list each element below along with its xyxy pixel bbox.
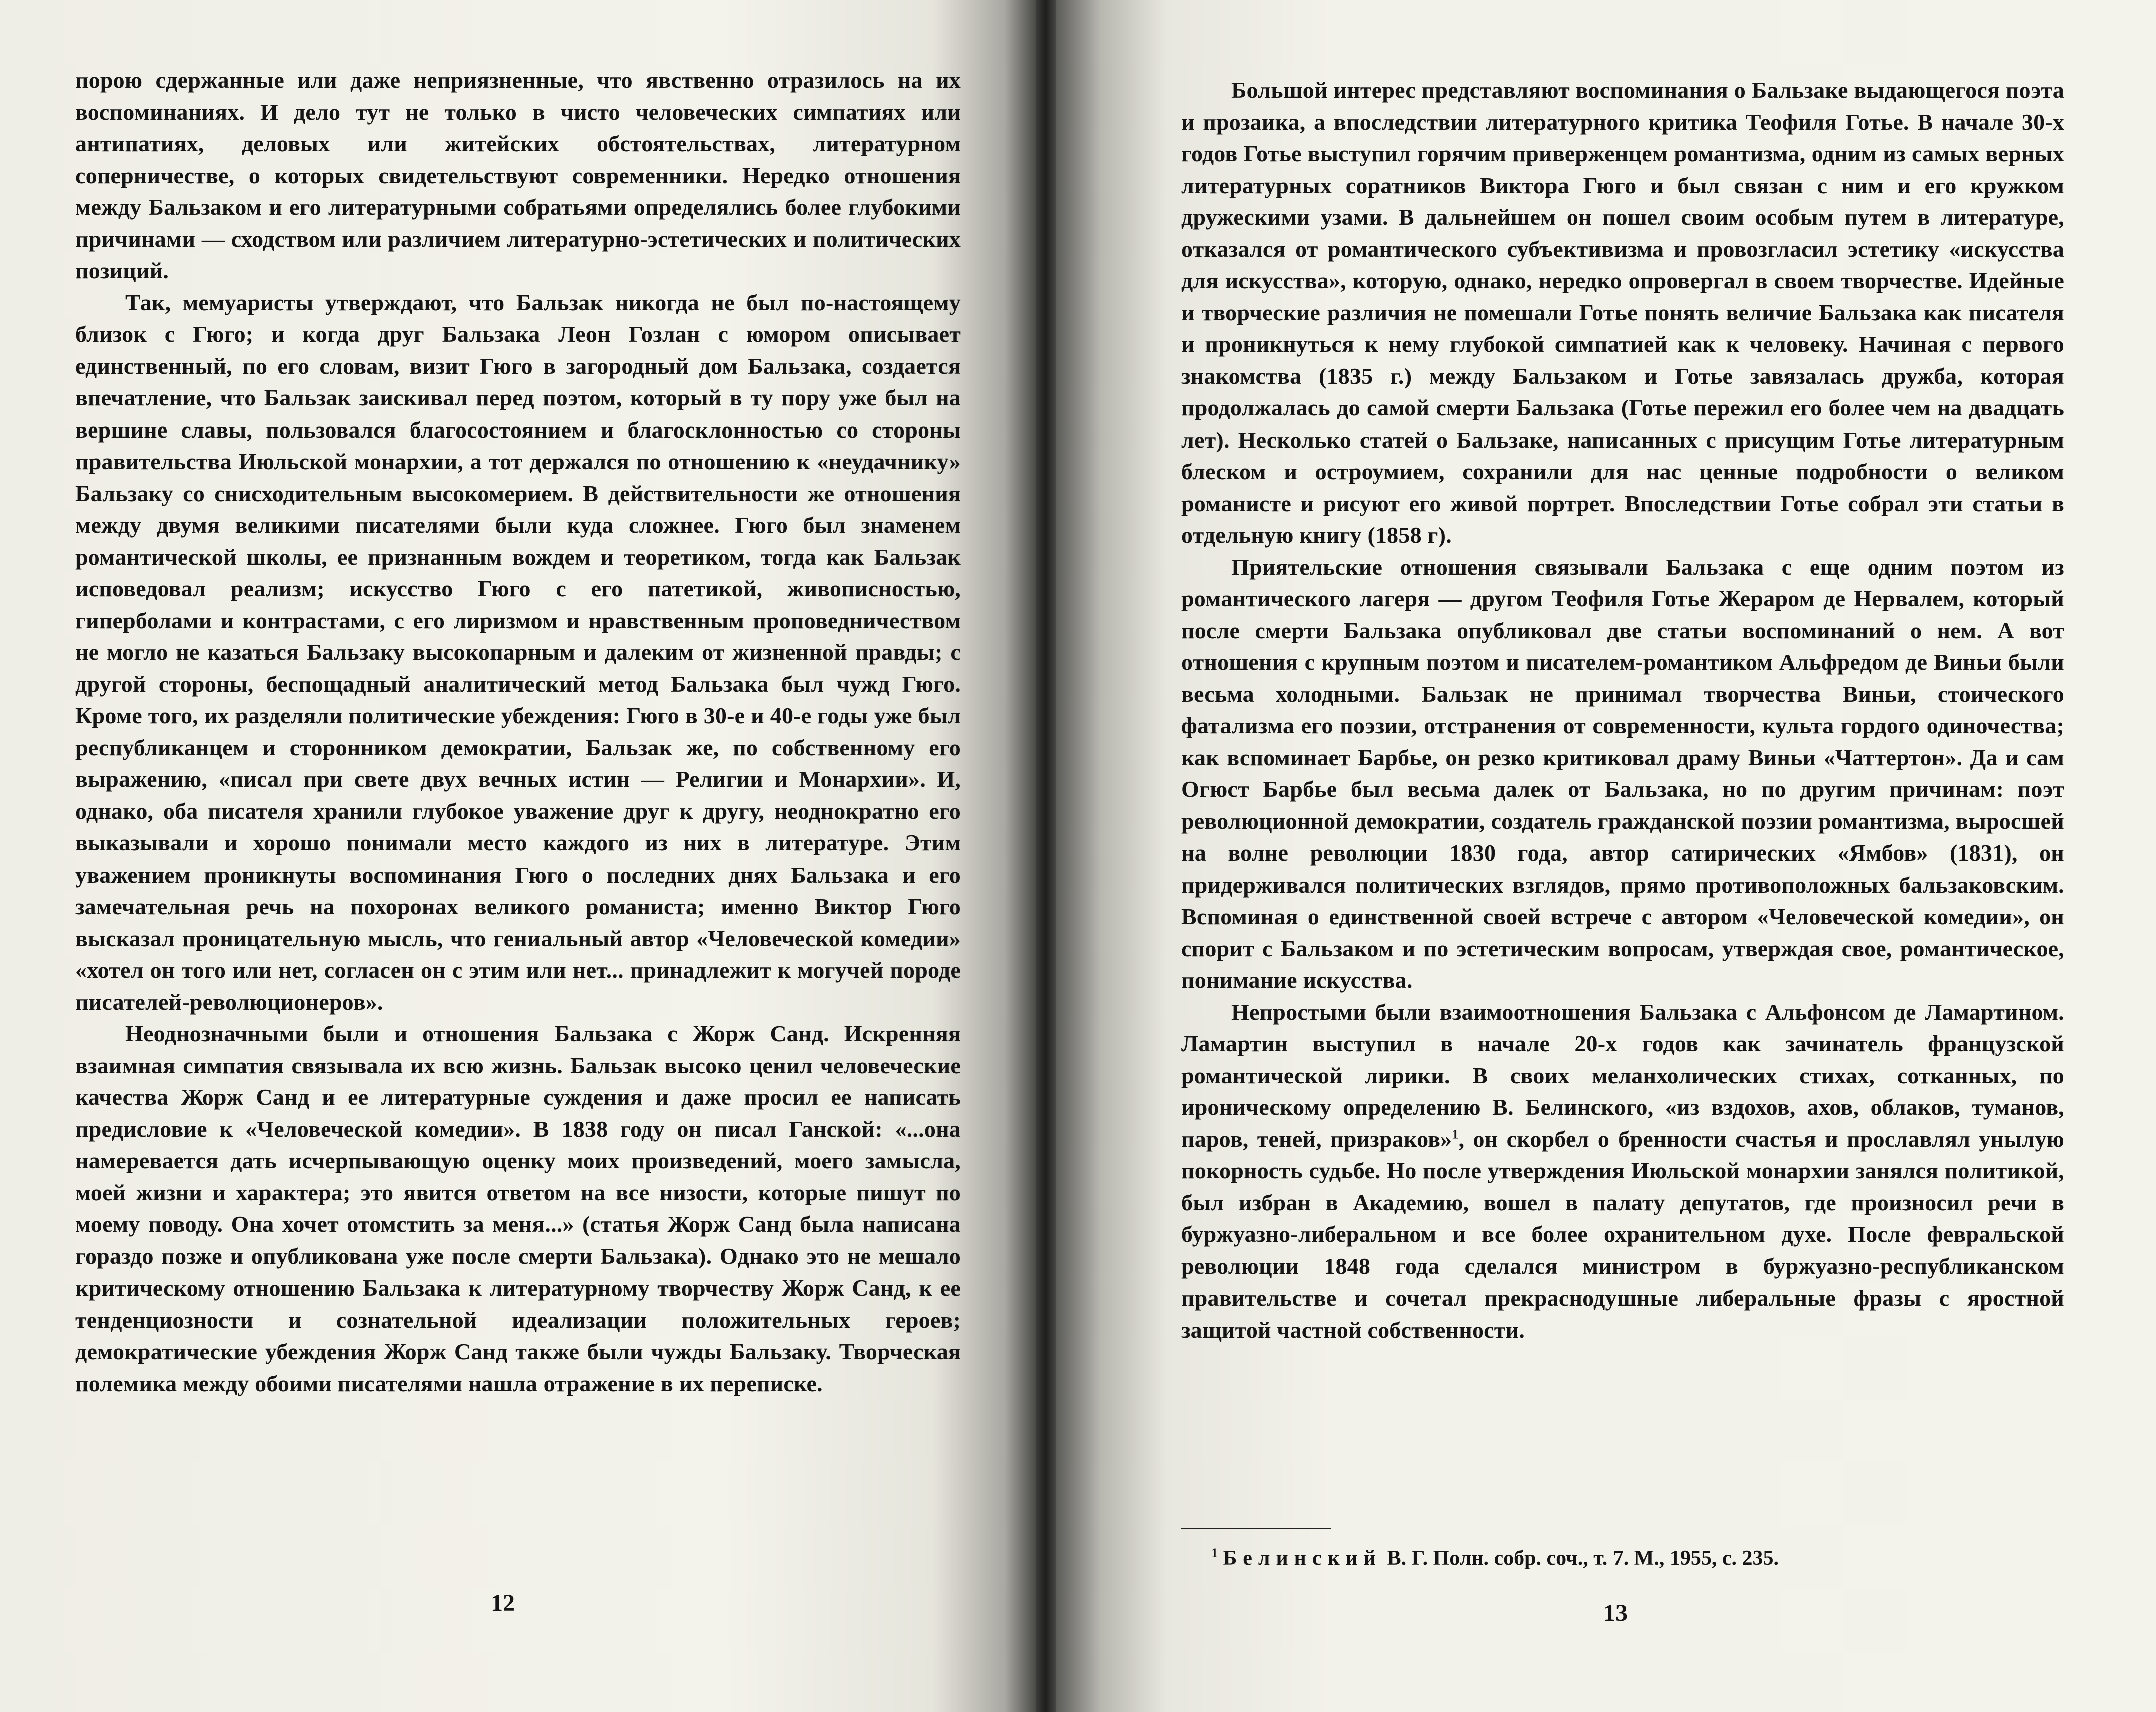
right-page <box>1056 0 2156 1712</box>
page-number: 13 <box>1603 1600 1628 1626</box>
footnote-author: Белинский <box>1223 1547 1382 1570</box>
paragraph: Неоднозначными были и отношения Бальзака с Жорж Санд. Искренняя взаимная симпатия связывала их всю жизнь. Бальзак высоко ценил человеческие качества Жорж Санд и ее литературные суждения и даже просил ее написать предисловие к «Человеческой комедии». В 1838 году он писал Ганской: «...она намеревается дать исчерпывающую оценку моих произведений, моего замысла, моей жизни и характера; это явится ответом на все низости, которые пишут по моему поводу. Она хочет отомстить за меня...» (статья Жорж Санд была написана гораздо позже и опубликована уже после смерти Бальзака). Однако это не мешало критическому отношению Бальзака к литературному творчеству Жорж Санд, к ее тенденциозности и сознательной идеализации положительных героев; демократические убеждения Жорж Санд также были чужды Бальзаку. Творческая полемика между обоими писателями нашла отражение в их переписке. <box>75 1021 961 1396</box>
paragraph: Приятельские отношения связывали Бальзака с еще одним поэтом из романтического лагеря — другом Теофиля Готье Жераром де Нервалем, который после смерти Бальзака опубликовал две статьи воспоминаний о нем. А вот отношения с крупным поэтом и писателем-романтиком Альфредом де Виньи были весьма холодными. Бальзак не принимал творчества Виньи, стоического фатализма его поэзии, отстранения от современности, культа гордого одиночества; как вспоминает Барбье, он резко критиковал драму Виньи «Чаттертон». Да и сам Огюст Барбье был весьма далек от Бальзака, но по другим причинам: поэт революционной демократии, создатель гражданской поэзии романтизма, выросшей на волне революции 1830 года, автор сатирических «Ямбов» (1831), он придерживался политических взглядов, прямо противоположных бальзаковским. Вспоминая о единственной своей встрече с автором «Человеческой комедии», он спорит с Бальзаком и по эстетическим вопросам, утверждая свое, романтическое, понимание искусства. <box>1181 554 2064 993</box>
left-page <box>0 0 1036 1712</box>
paragraph <box>1181 996 2064 1346</box>
footnote-ref: 1 <box>1452 1127 1459 1142</box>
paragraph-text: Непростыми были взаимоотношения Бальзака с Альфонсом де Ламартином. Ламартин выступил в начале 20-х годов как зачинатель французской романтической лирики. В своих меланхолических стихах, сотканных, по ироническому определению В. Белинского, «из вздохов, ахов, облаков, туманов, паров, теней, призраков» <box>1181 999 2064 1152</box>
paragraph: порою сдержанные или даже неприязненные, что явственно отразилось на их воспоминаниях. И дело тут не только в чисто человеческих симпатиях или антипатиях, деловых или житейских обстоятельствах, литературном соперничестве, о которых свидетельствуют современники. Нередко отношения между Бальзаком и его литературными собратьями определялись более глубокими причинами — сходством или различием литературно-эстетических и политических позиций. <box>75 67 961 283</box>
footnote-text: В. Г. Полн. собр. соч., т. 7. М., 1955, с. 235. <box>1387 1547 1779 1570</box>
right-page-text <box>1181 74 2064 1346</box>
left-page-text <box>75 64 961 1399</box>
paragraph: Большой интерес представляют воспоминания о Бальзаке выдающегося поэта и прозаика, а впоследствии литературного критика Теофиля Готье. В начале 30-х годов Готье выступил горячим приверженцем романтизма, одним из самых верных литературных соратников Виктора Гюго и был связан с ним и его кружком дружескими узами. В дальнейшем он пошел своим особым путем в литературе, отказался от романтического субъективизма и провозгласил эстетику «искусства для искусства», которую, однако, нередко опровергал в своем творчестве. Идейные и творческие различия не помешали Готье понять величие Бальзака как писателя и проникнуться к нему глубокой симпатией как к человеку. Начиная с первого знакомства (1835 г.) между Бальзаком и Готье завязалась дружба, которая продолжалась до самой смерти Бальзака (Готье пережил его более чем на двадцать лет). Несколько статей о Бальзаке, написанных с присущим Готье литературным блеском и остроумием, сохранили для нас ценные подробности о великом романисте и рисуют его живой портрет. Впоследствии Готье собрал эти статьи в отдельную книгу (1858 г). <box>1181 77 2064 548</box>
book-gutter <box>1036 0 1056 1712</box>
footnote-marker: 1 <box>1211 1546 1218 1560</box>
footnote-divider <box>1181 1528 1331 1529</box>
paragraph: Так, мемуаристы утверждают, что Бальзак никогда не был по-настоящему близок с Гюго; и когда друг Бальзака Леон Гозлан с юмором описывает единственный, по его словам, визит Гюго в загородный дом Бальзака, создается впечатление, что Бальзак заискивал перед поэтом, который в ту пору уже был на вершине славы, пользовался благосостоянием и благосклонностью со стороны правительства Июльской монархии, а тот держался по отношению к «неудачнику» Бальзаку со снисходительным высокомерием. В действительности же отношения между двумя великими писателями были куда сложнее. Гюго был знаменем романтической школы, ее признанным вождем и теоретиком, тогда как Бальзак исповедовал реализм; искусство Гюго с его патетикой, живописностью, гиперболами и контрастами, с его лиризмом и нравственным проповедничеством не могло не казаться Бальзаку высокопарным и далеким от жизненной правды; с другой стороны, беспощадный аналитический метод Бальзака был чужд Гюго. Кроме того, их разделяли политические убеждения: Гюго в 30-е и 40-е годы уже был республиканцем и сторонником демократии, Бальзак же, по собственному его выражению, «писал при свете двух вечных истин — Религии и Монархии». И, однако, оба писателя хранили глубокое уважение друг к другу, неоднократно его выказывали и хорошо понимали место каждого из них в литературе. Этим уважением проникнуты воспоминания Гюго о последних днях Бальзака и его замечательная речь на похоронах великого романиста; именно Виктор Гюго высказал проницательную мысль, что гениальный автор «Человеческой комедии» «хотел он того или нет, согласен он с этим или нет... принадлежит к могучей породе писателей-революционеров». <box>75 289 961 1015</box>
page-number: 12 <box>491 1590 515 1616</box>
footnote <box>1211 1544 2072 1572</box>
paragraph-text: , он скорбел о бренности счастья и прославлял унылую покорность судьбе. Но после утверждения Июльской монархии занялся политикой, был избран в Академию, вошел в палату депутатов, где произносил речи в буржуазно-либеральном и все более охранительном духе. После февральской революции 1848 года сделался министром в буржуазно-республиканском правительстве и сочетал прекраснодушные либеральные фразы с яростной защитой частной собственности. <box>1181 1126 2064 1343</box>
